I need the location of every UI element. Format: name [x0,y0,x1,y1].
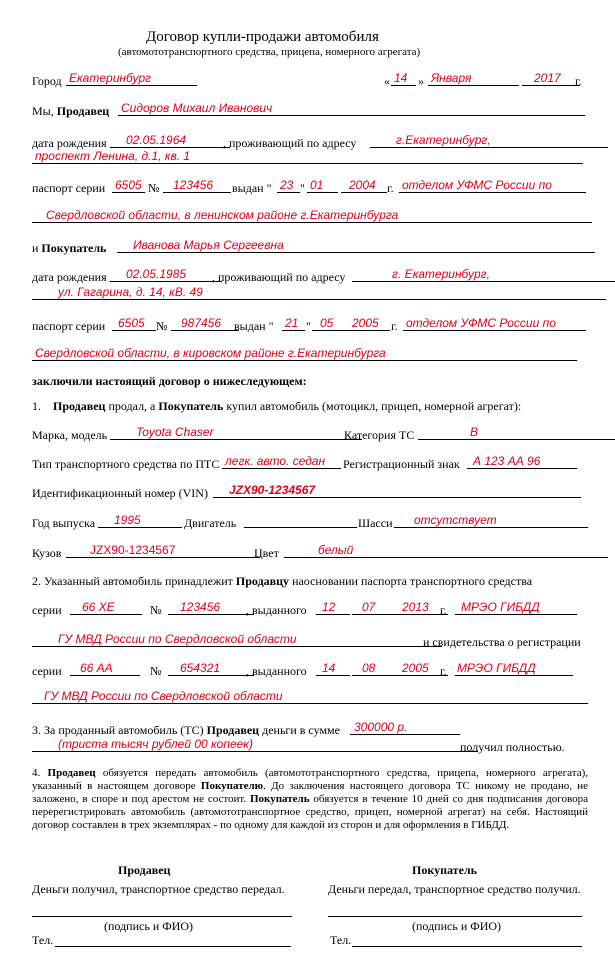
cert-year-field[interactable]: 2005 [390,661,448,676]
date-month-field[interactable]: Января [428,71,519,86]
seller-signature-note: Деньги получил, транспортное средство передал. [32,882,285,896]
buyer-signature-caption: (подпись и ФИО) [412,919,502,933]
seller-passport-series-field[interactable]: 6505 [112,178,145,193]
pts-year-suffix: г. [440,603,447,617]
date-day-field[interactable]: 14 [391,71,416,86]
body-field[interactable]: JZX90-1234567 [66,543,260,558]
buyer-passport-no-field[interactable]: 987456 [171,316,239,331]
date-open-quote: « [384,74,390,88]
sum-field[interactable]: 300000 р. [350,720,460,735]
pts-no-label: № [150,603,162,617]
seller-signature-caption: (подпись и ФИО) [104,919,194,933]
pts-issued-label: , выданного [246,603,307,617]
seller-signature-title: Продавец [118,863,171,877]
buyer-issued-label: выдан " [234,319,274,333]
seller-address-label: , проживающий по адресу [223,136,357,150]
chassis-label: Шасси [358,516,393,530]
pts-month-field[interactable]: 07 [352,600,392,615]
buyer-address-field-2[interactable]: ул. Гагарина, д. 14, кВ. 49 [32,285,606,300]
pts-day-field[interactable]: 12 [316,600,350,615]
seller-dob-label: дата рождения [32,136,107,150]
vin-field[interactable]: JZX90-1234567 [213,483,581,498]
pts-series-label: серии [32,603,62,617]
body-label: Кузов [32,546,62,560]
seller-issued-by-field-1[interactable]: отделом УФМС России по [399,178,586,193]
buyer-issued-by-field-1[interactable]: отделом УФМС России по [403,316,586,331]
buyer-issued-month-field[interactable]: 05 [312,316,348,331]
vehicle-type-label: Тип транспортного средства по ПТС [32,457,220,471]
concluded-heading: заключили настоящий договор о нижеследующем: [32,374,307,388]
pts-issued-by-field-2[interactable]: ГУ МВД России по Свердловской области [32,632,442,647]
year-field[interactable]: 1995 [98,513,182,528]
buyer-issued-quote: " [306,319,311,333]
year-label: Год выпуска [32,516,96,530]
plate-label: Регистрационный знак [343,457,460,471]
model-label: Марка, модель [32,428,108,442]
cert-issued-by-field-2[interactable]: ГУ МВД России по Свердловской области [32,689,588,704]
date-year-field[interactable]: 2017 [522,71,580,86]
seller-issued-quote: " [300,181,305,195]
buyer-dob-field[interactable]: 02.05.1985 [110,267,222,282]
section-1-text: 1. Продавец продал, а Покупатель купил автомобиль (мотоцикл, прицеп, номерной агрегат): [32,399,522,413]
buyer-phone-line[interactable] [352,946,582,947]
cert-month-field[interactable]: 08 [352,661,392,676]
seller-passport-series-label: паспорт серии [32,181,106,195]
seller-issued-year-field[interactable]: 2004 [341,178,387,193]
buyer-dob-label: дата рождения [32,270,107,284]
vehicle-type-field[interactable]: легк. авто. седан [222,454,341,469]
buyer-intro: и Покупатель [32,241,107,255]
buyer-passport-series-label: паспорт серии [32,319,106,333]
sum-words-field[interactable]: (триста тысяч рублей 00 копеек) [32,737,478,752]
cert-issued-label: , выданного [246,664,307,678]
document-title: Договор купли-продажи автомобиля [146,29,379,45]
category-field[interactable]: B [418,425,615,440]
engine-field[interactable] [244,513,357,528]
seller-address-field-1[interactable]: г.Екатеринбург, [370,133,608,148]
buyer-issued-year-field[interactable]: 2005 [346,316,390,331]
pts-issued-by-field-1[interactable]: МРЭО ГИБДД [455,600,577,615]
cert-year-suffix: г. [440,664,447,678]
seller-phone-line[interactable] [55,946,291,947]
seller-issued-label: выдан " [232,181,272,195]
cert-day-field[interactable]: 14 [316,661,350,676]
date-year-suffix: г. [575,74,582,88]
received-text: получил полностью. [460,740,565,754]
pts-year-field[interactable]: 2013 [390,600,448,615]
cert-no-field[interactable]: 654321 [168,661,254,676]
buyer-issued-by-field-2[interactable]: Свердловской области, в кировском районе г.Екатеринбурга [32,346,577,361]
pts-series-field[interactable]: 66 ХЕ [70,600,142,615]
seller-issued-day-field[interactable]: 23 [277,178,300,193]
date-close-quote: » [418,74,424,88]
seller-issued-year-suffix: г. [387,181,394,195]
seller-issued-month-field[interactable]: 01 [307,178,338,193]
chassis-field[interactable]: отсутствует [394,513,588,528]
cert-no-label: № [150,664,162,678]
cert-label: и свидетельства о регистрации [423,635,581,649]
seller-dob-field[interactable]: 02.05.1964 [110,133,230,148]
document-subtitle: (автомототранспортного средства, прицепа, номерного агрегата) [118,46,421,58]
color-field[interactable]: белый [284,543,608,558]
category-label: Категория ТС [344,428,415,442]
buyer-address-field-1[interactable]: г. Екатеринбург, [352,267,615,282]
buyer-signature-line[interactable] [328,916,582,917]
buyer-phone-label: Тел. [330,933,352,947]
color-label: Цвет [254,546,279,560]
model-field[interactable]: Toyota Chaser [110,425,362,440]
buyer-issued-day-field[interactable]: 21 [282,316,305,331]
buyer-passport-no-label: № [156,319,168,333]
seller-phone-label: Тел. [32,933,54,947]
seller-intro: Мы, Продавец [32,104,110,118]
cert-series-field[interactable]: 66 АА [70,661,140,676]
engine-label: Двигатель [184,516,237,530]
buyer-issued-year-suffix: г. [391,319,398,333]
seller-issued-by-field-2[interactable]: Свердловской области, в ленинском районе г.Екатеринбурга [32,208,592,223]
plate-field[interactable]: А 123 АА 96 [467,454,577,469]
section-2-text: 2. Указанный автомобиль принадлежит Продавцу наосновании паспорта транспортного средства [32,574,533,588]
section-4-paragraph: 4. Продавец обязуется передать автомобиль (автомототранспортного средства, прицепа, номерного агрегата), указанный в настоящем договоре Покупателю. До заключения настоящего договора ТС никому не продано, не заложено, в споре и под арестом не состоит. Покупатель обязуется в течение 10 дней со дня подписания договора перерегистрировать автомобиль (автомототранспортное средство, прицеп, номерной агрегат) на себя. Настоящий договор составлен в трех экземплярах - по одному для каждой из сторон и для оформления в ГИБДД. [32,767,589,831]
section-3-text: 3. За проданный автомобиль (ТС) Продавец деньги в сумме [32,723,340,737]
buyer-address-label: , проживающий по адресу [212,270,346,284]
seller-passport-no-field[interactable]: 123456 [163,178,231,193]
seller-signature-line[interactable] [32,916,292,917]
buyer-name-field[interactable]: Иванова Марья Сергеевна [117,238,595,253]
city-label: Город [32,74,62,88]
buyer-signature-title: Покупатель [412,863,477,877]
city-field[interactable]: Екатеринбург [66,71,197,86]
seller-name-field[interactable]: Сидоров Михаил Иванович [118,101,585,116]
vin-label: Идентификационный номер (VIN) [32,486,208,500]
buyer-signature-note: Деньги передал, транспортное средство получил. [328,882,581,896]
cert-series-label: серии [32,664,62,678]
buyer-passport-series-field[interactable]: 6505 [112,316,156,331]
pts-no-field[interactable]: 123456 [168,600,254,615]
cert-issued-by-field-1[interactable]: МРЭО ГИБДД [455,661,573,676]
seller-passport-no-label: № [148,181,160,195]
seller-address-field-2[interactable]: проспект Ленина, д.1, кв. 1 [32,149,583,164]
